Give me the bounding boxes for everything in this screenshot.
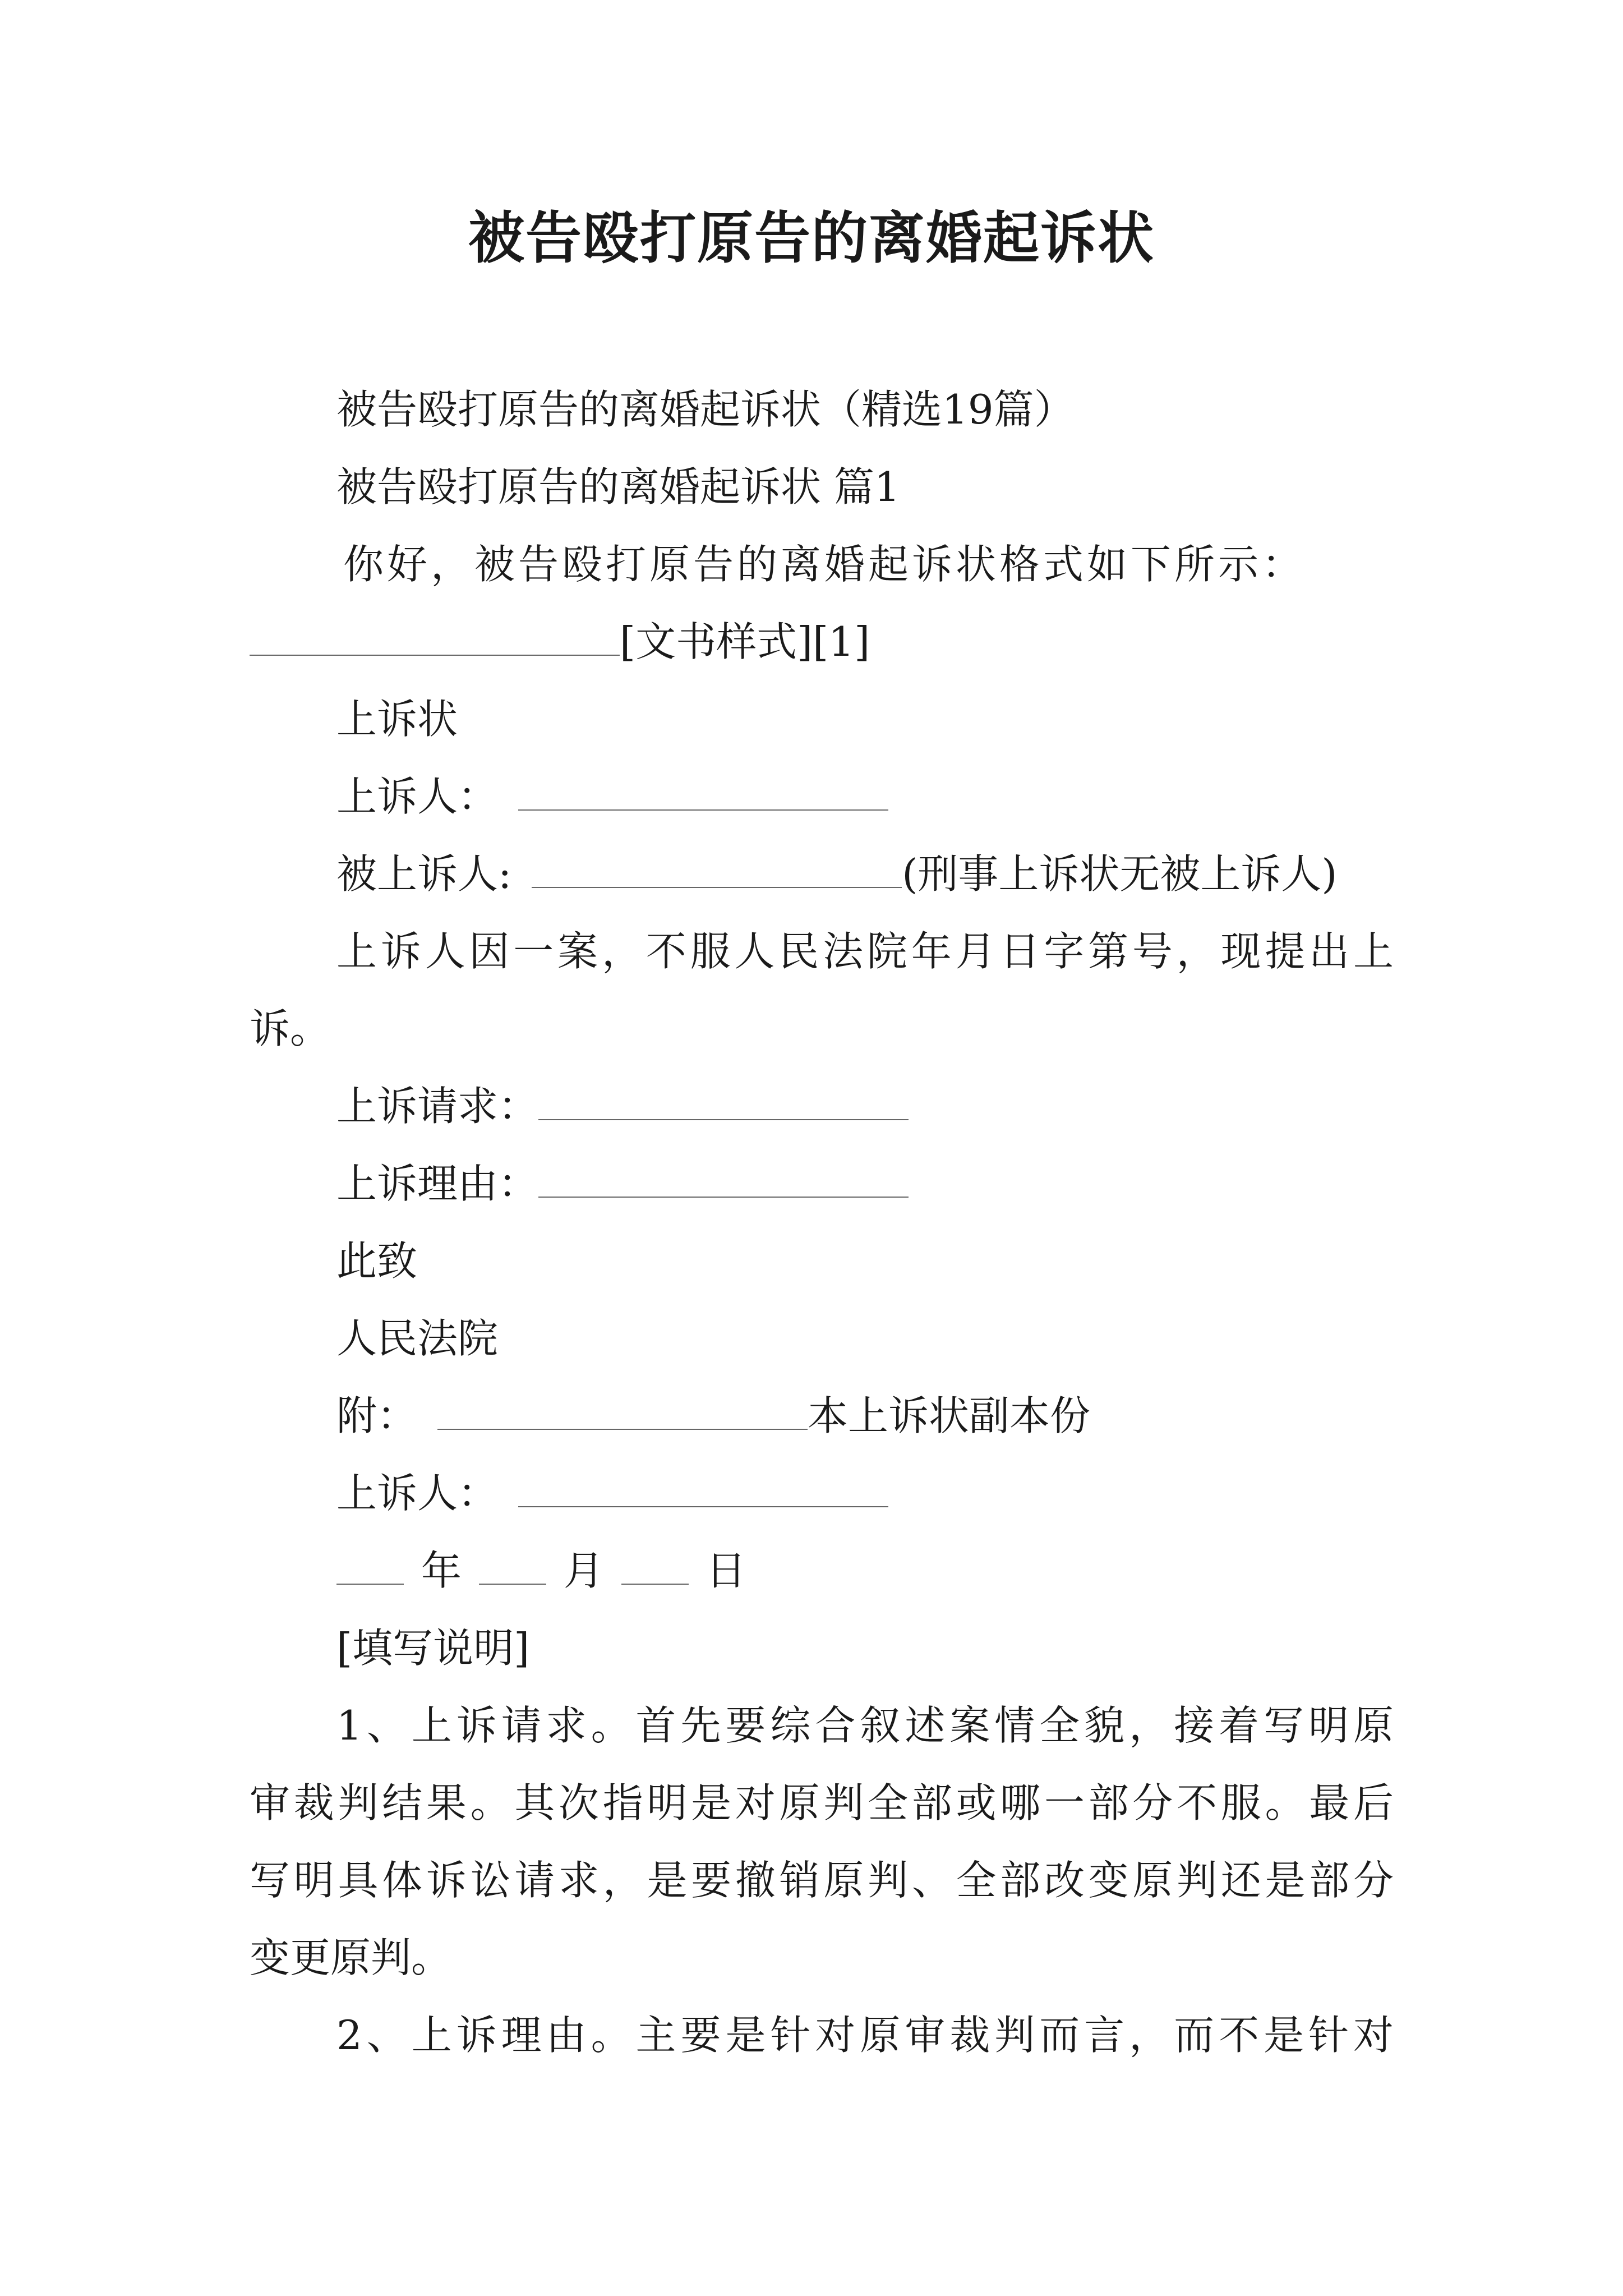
attachment-row bbox=[336, 1388, 1090, 1444]
date-row bbox=[336, 1543, 746, 1599]
day-label: 日 bbox=[706, 1547, 746, 1594]
appellant-sign-row bbox=[336, 1465, 888, 1521]
paragraph-1-line-1: 上诉人因一案，不服人民法院年月日字第号，现提出上 bbox=[336, 928, 1394, 975]
reason-label: 上诉理由： bbox=[336, 1160, 539, 1207]
attachment-blank bbox=[437, 1394, 808, 1430]
year-blank bbox=[336, 1549, 404, 1585]
appeal-title: 上诉状 bbox=[336, 696, 458, 743]
appellant-blank bbox=[518, 775, 888, 811]
appellant-sign-label: 上诉人： bbox=[336, 1470, 499, 1517]
appellee-note: (刑事上诉状无被上诉人) bbox=[902, 850, 1338, 898]
appellee-label: 被上诉人: bbox=[336, 850, 512, 898]
greeting-text: 你好，被告殴打原告的离婚起诉状格式如下所示： bbox=[343, 541, 1306, 588]
attachment-label: 附： bbox=[336, 1392, 418, 1439]
day-blank bbox=[621, 1549, 689, 1585]
appellee-row bbox=[336, 846, 1337, 902]
month-blank bbox=[479, 1549, 546, 1585]
blank-line bbox=[250, 620, 620, 656]
court-text: 人民法院 bbox=[336, 1315, 499, 1362]
paragraph-1-line-2: 诉。 bbox=[250, 1005, 331, 1052]
request-blank bbox=[538, 1084, 909, 1120]
reason-blank bbox=[538, 1162, 909, 1198]
item-1-line-2: 审裁判结果。其次指明是对原判全部或哪一部分不服。最后 bbox=[250, 1779, 1394, 1826]
appellant-label: 上诉人： bbox=[336, 773, 499, 820]
item-1-line-3: 写明具体诉讼请求，是要撤销原判、全部改变原判还是部分 bbox=[250, 1857, 1394, 1904]
doc-style-line bbox=[250, 614, 870, 670]
fill-instructions-title: [填写说明] bbox=[336, 1625, 530, 1672]
appellant-row bbox=[336, 769, 888, 825]
subtitle: 被告殴打原告的离婚起诉状（精选19篇） bbox=[336, 386, 1075, 433]
attachment-suffix: 本上诉状副本份 bbox=[808, 1392, 1091, 1439]
item-1-line-1: 1、上诉请求。首先要综合叙述案情全貌，接着写明原 bbox=[336, 1702, 1394, 1749]
item-2-line-1: 2、上诉理由。主要是针对原审裁判而言，而不是针对 bbox=[336, 2012, 1394, 2059]
appellant-sign-blank bbox=[518, 1471, 888, 1507]
year-label: 年 bbox=[421, 1547, 462, 1594]
reason-row bbox=[336, 1156, 909, 1212]
month-label: 月 bbox=[563, 1547, 604, 1594]
document-title: 被告殴打原告的离婚起诉状 bbox=[468, 205, 1155, 271]
item-1-line-4: 变更原判。 bbox=[250, 1934, 452, 1981]
request-label: 上诉请求： bbox=[336, 1083, 539, 1130]
request-row bbox=[336, 1078, 909, 1134]
doc-style-label: [文书样式][1] bbox=[620, 618, 870, 665]
regards-text: 此致 bbox=[336, 1237, 418, 1285]
appellee-blank bbox=[532, 852, 902, 888]
section-heading: 被告殴打原告的离婚起诉状 篇1 bbox=[336, 463, 900, 510]
